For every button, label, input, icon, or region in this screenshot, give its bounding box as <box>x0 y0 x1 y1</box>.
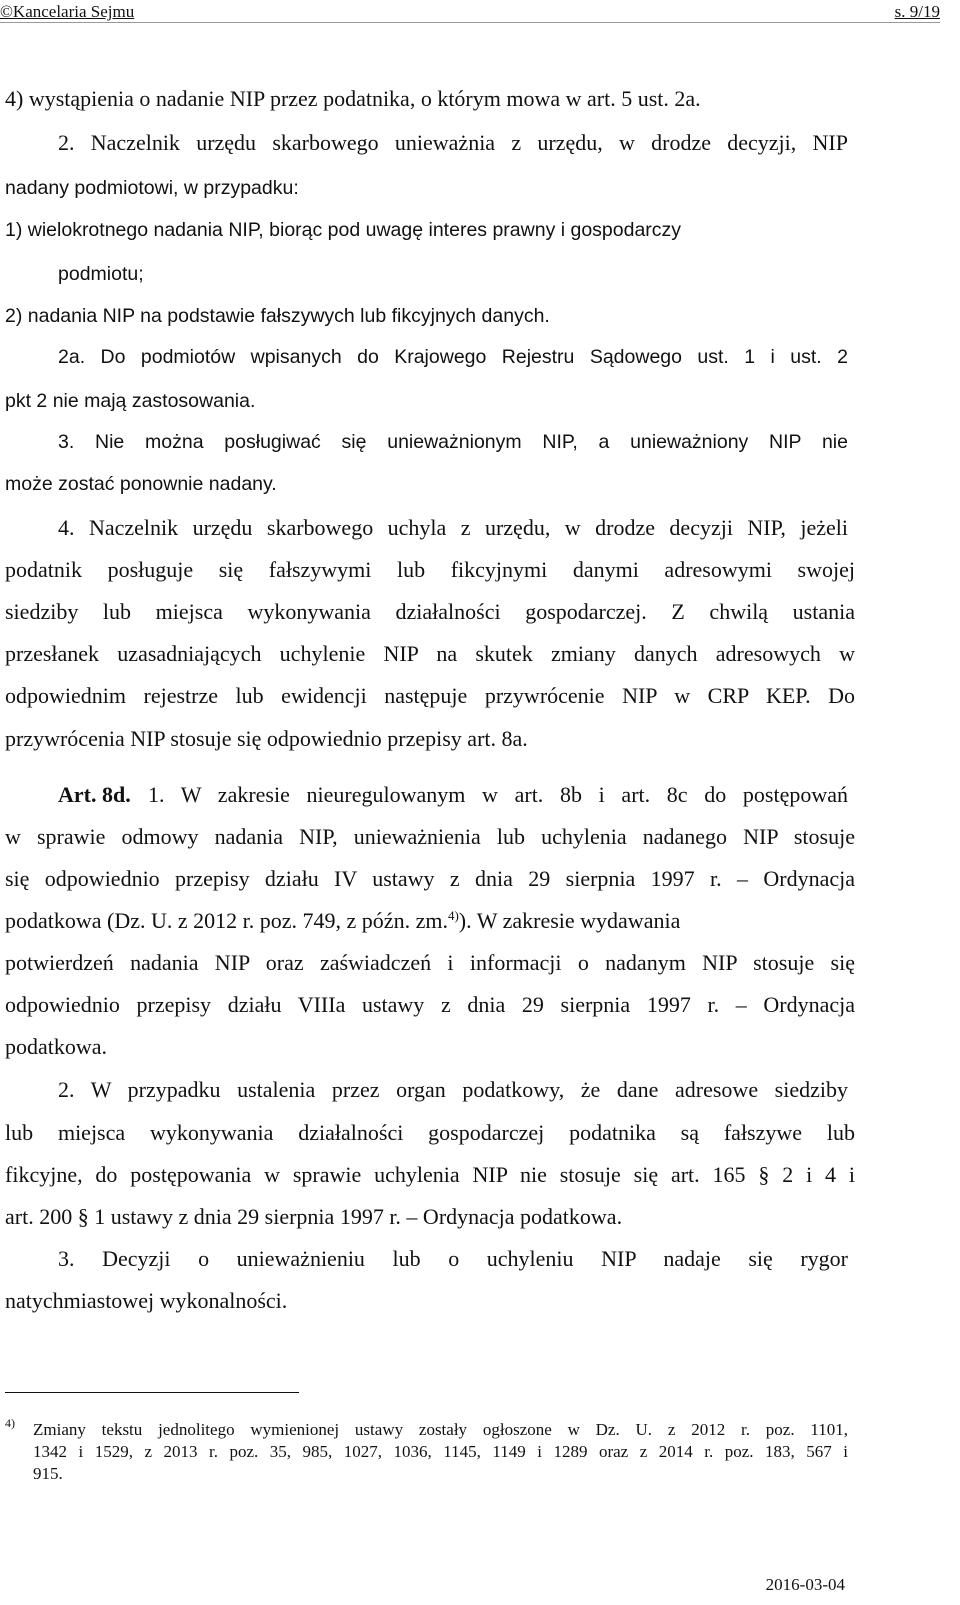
footnote-reference: 4) <box>447 908 459 923</box>
text-line-26: fikcyjne, do postępowania w sprawie uchylenia NIP nie stosuje się art. 165 § 2 i 4 i <box>5 1162 855 1187</box>
text-line-10: może zostać ponownie nadany. <box>5 473 277 495</box>
text-line-27: art. 200 § 1 ustawy z dnia 29 sierpnia 1997 r. – Ordynacja podatkowa. <box>5 1204 623 1229</box>
text-line-4: 1) wielokrotnego nadania NIP, biorąc pod uwagę interes prawny i gospodarczy <box>5 219 682 241</box>
header-rule <box>0 22 940 23</box>
text-line-13: siedziby lub miejsca wykonywania działalności gospodarczej. Z chwilą ustania <box>5 599 855 624</box>
text-line-16: przywrócenia NIP stosuje się odpowiednio przepisy art. 8a. <box>5 726 528 751</box>
footnote-rule <box>5 1392 299 1393</box>
text-line-20 <box>5 908 680 934</box>
text-line-21: potwierdzeń nadania NIP oraz zaświadczeń i informacji o nadanym NIP stosuje się <box>5 950 855 975</box>
text-line-15: odpowiednim rejestrze lub ewidencji następuje przywrócenie NIP w CRP KEP. Do <box>5 683 855 708</box>
footnote-line-2: 1342 i 1529, z 2013 r. poz. 35, 985, 1027, 1036, 1145, 1149 i 1289 oraz z 2014 r. poz. 183, 567 i <box>33 1442 848 1461</box>
article-label: Art. 8d. <box>58 782 131 807</box>
text-line-24: 2. W przypadku ustalenia przez organ podatkowy, że dane adresowe siedziby <box>58 1077 848 1102</box>
footnote-line-3: 915. <box>33 1464 63 1483</box>
text-line-11: 4. Naczelnik urzędu skarbowego uchyla z urzędu, w drodze decyzji NIP, jeżeli <box>58 515 848 540</box>
text-line-23: podatkowa. <box>5 1034 108 1059</box>
page-header <box>0 2 940 24</box>
text-line-28: 3. Decyzji o unieważnieniu lub o uchyleniu NIP nadaje się rygor <box>58 1246 848 1271</box>
footnote-line-1: Zmiany tekstu jednolitego wymienionej ustawy zostały ogłoszone w Dz. U. z 2012 r. poz. 1101, <box>33 1420 848 1439</box>
text-line-19: się odpowiednio przepisy działu IV ustawy z dnia 29 sierpnia 1997 r. – Ordynacja <box>5 866 855 891</box>
text-line-9: 3. Nie można posługiwać się unieważnionym NIP, a unieważniony NIP nie <box>58 431 848 453</box>
text-line-2: 2. Naczelnik urzędu skarbowego unieważnia z urzędu, w drodze decyzji, NIP <box>58 130 848 155</box>
footnote-mark: 4) <box>5 1416 15 1430</box>
text-line-5: podmiotu; <box>58 263 144 285</box>
text-line-7: 2a. Do podmiotów wpisanych do Krajowego Rejestru Sądowego ust. 1 i ust. 2 <box>58 346 848 368</box>
footer-date: 2016-03-04 <box>765 1575 845 1594</box>
text-line-8: pkt 2 nie mają zastosowania. <box>5 390 256 412</box>
text-line-20b: ). W zakresie wydawania <box>458 908 681 933</box>
text-line-12: podatnik posługuje się fałszywymi lub fikcyjnymi danymi adresowymi swojej <box>5 557 855 582</box>
text-line-6: 2) nadania NIP na podstawie fałszywych lub fikcyjnych danych. <box>5 305 550 327</box>
text-line-3: nadany podmiotowi, w przypadku: <box>5 177 299 199</box>
text-line-20a: podatkowa (Dz. U. z 2012 r. poz. 749, z późn. zm. <box>5 908 448 933</box>
text-line-22: odpowiednio przepisy działu VIIIa ustawy z dnia 29 sierpnia 1997 r. – Ordynacja <box>5 992 855 1017</box>
header-source: ©Kancelaria Sejmu <box>0 2 135 21</box>
text-line-25: lub miejsca wykonywania działalności gospodarczej podatnika są fałszywe lub <box>5 1120 855 1145</box>
header-page-number: s. 9/19 <box>894 2 940 21</box>
text-line-14: przesłanek uzasadniających uchylenie NIP na skutek zmiany danych adresowych w <box>5 641 855 666</box>
text-line-18: w sprawie odmowy nadania NIP, unieważnienia lub uchylenia nadanego NIP stosuje <box>5 824 855 849</box>
text-line-1: 4) wystąpienia o nadanie NIP przez podatnika, o którym mowa w art. 5 ust. 2a. <box>5 86 701 111</box>
text-line-17: 1. W zakresie nieuregulowanym w art. 8b i art. 8c do postępowań <box>148 782 848 807</box>
text-line-29: natychmiastowej wykonalności. <box>5 1288 288 1313</box>
